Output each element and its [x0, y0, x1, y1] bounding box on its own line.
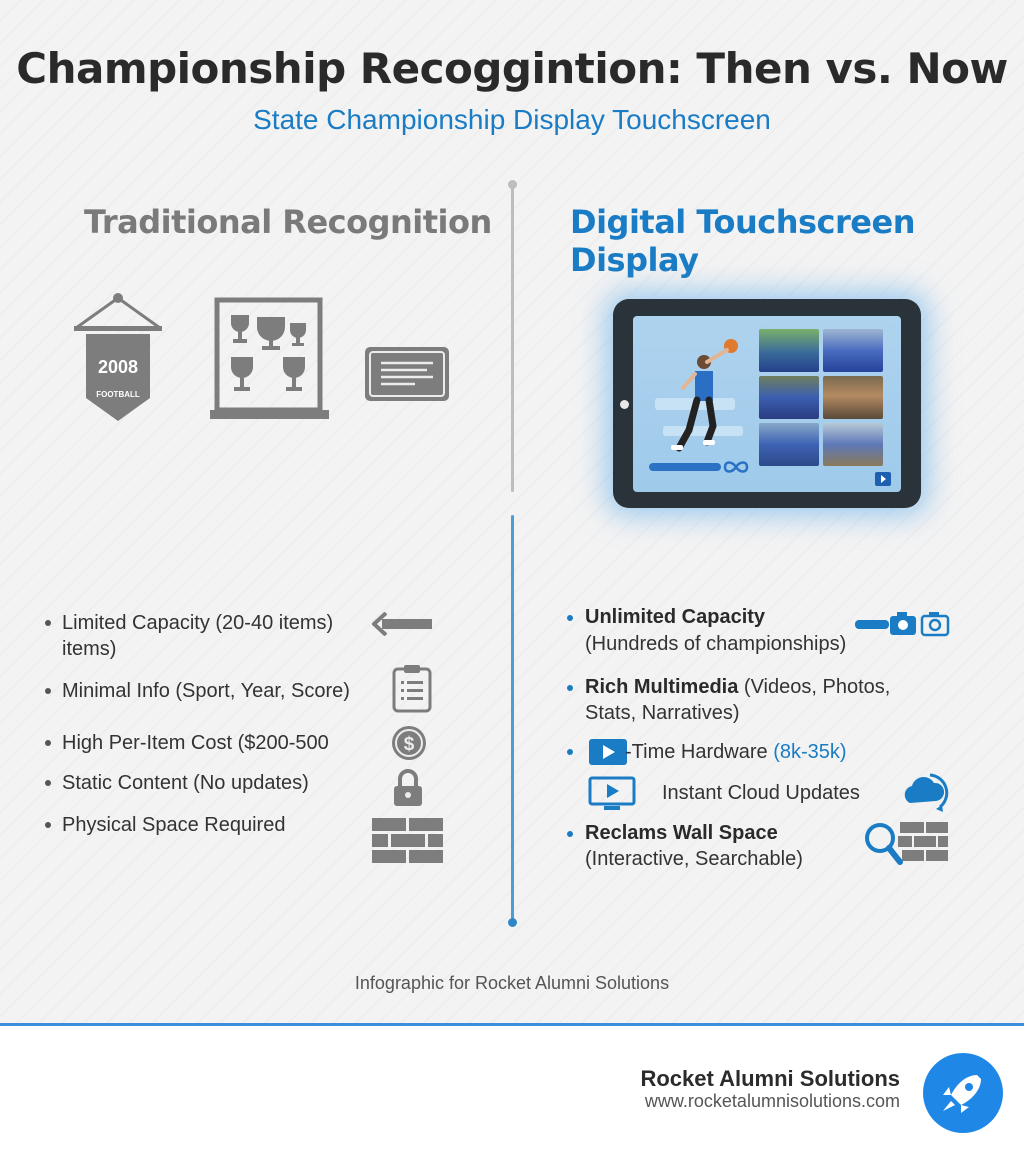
team-photo[interactable] — [823, 423, 883, 466]
tablet-screen — [633, 316, 901, 492]
trophy-case-icon — [209, 297, 330, 422]
page-title: Championship Recoggintion: Then vs. Now — [16, 44, 1008, 93]
brand-name: Rocket Alumni Solutions — [640, 1066, 900, 1091]
page-subtitle: State Championship Display Touchscreen — [253, 104, 771, 135]
list-item-cost: High Per-Item Cost ($200-500 — [62, 732, 329, 754]
tablet-home-button — [620, 400, 629, 409]
play-button-icon — [589, 739, 627, 765]
list-item-hardware — [625, 739, 847, 765]
hardware-label: -Time Hardware — [625, 741, 774, 763]
multimedia-detail: (Videos, Photos, — [738, 676, 891, 698]
plaque-icon — [363, 345, 451, 403]
multimedia-label: Rich Multimedia — [585, 676, 739, 698]
bullet — [567, 685, 573, 691]
list-item-wall-space: Reclams Wall Space — [585, 822, 778, 844]
bullet — [45, 688, 51, 694]
list-item-multimedia — [585, 674, 890, 700]
bullet — [45, 780, 51, 786]
list-item-static: Static Content (No updates) — [62, 772, 309, 794]
svg-text:$: $ — [403, 734, 415, 755]
pennant-banner-icon — [70, 290, 166, 425]
team-photo[interactable] — [823, 376, 883, 419]
divider-top — [511, 184, 514, 492]
team-photo[interactable] — [759, 329, 819, 372]
list-item-info: Minimal Info (Sport, Year, Score) — [62, 680, 350, 702]
divider-bottom-dot — [508, 918, 517, 927]
list-item-unlimited-detail: (Hundreds of championships) — [585, 633, 847, 655]
hardware-price: (8k-35k) — [773, 741, 847, 763]
arrow-left-icon — [372, 612, 432, 636]
brand-url-link[interactable]: www.rocketalumnisolutions.com — [644, 1091, 900, 1111]
lock-icon — [392, 768, 424, 808]
brick-wall-icon — [372, 818, 443, 864]
banner-sport: FOOTBALL — [96, 390, 140, 399]
bullet — [567, 749, 573, 755]
basketball-player-image — [671, 338, 741, 458]
banner-year: 2008 — [97, 357, 139, 377]
cloud-sync-icon — [900, 769, 950, 815]
search-wall-icon — [862, 818, 950, 868]
play-icon[interactable] — [875, 472, 891, 486]
list-item-cloud: Instant Cloud Updates — [662, 782, 860, 804]
list-item-capacity: Limited Capacity (20-40 items) — [62, 612, 334, 634]
monitor-play-icon — [588, 776, 636, 812]
divider-bottom — [511, 515, 514, 920]
list-item-unlimited: Unlimited Capacity — [585, 606, 766, 628]
team-photo[interactable] — [759, 423, 819, 466]
team-photo[interactable] — [759, 376, 819, 419]
team-photo[interactable] — [823, 329, 883, 372]
digital-column-title: Digital Touchscreen Display — [570, 203, 915, 279]
bullet — [567, 615, 573, 621]
bullet — [567, 831, 573, 837]
bullet — [45, 740, 51, 746]
video-progress-bar[interactable] — [649, 463, 721, 471]
clipboard-icon — [391, 663, 433, 714]
infinity-icon — [723, 460, 749, 474]
list-item-multimedia-wrap: Stats, Narratives) — [585, 702, 740, 724]
rocket-logo-icon[interactable] — [923, 1053, 1003, 1133]
bullet — [45, 822, 51, 828]
bullet — [45, 620, 51, 626]
touchscreen-tablet — [613, 299, 921, 508]
camera-icon — [855, 611, 950, 637]
list-item-capacity-wrap: items) — [62, 638, 117, 660]
list-item-space: Physical Space Required — [62, 814, 286, 836]
dollar-coin-icon — [390, 724, 428, 762]
infographic-credit: Infographic for Rocket Alumni Solutions — [354, 973, 670, 993]
list-item-wall-space-detail: (Interactive, Searchable) — [585, 848, 803, 870]
traditional-column-title: Traditional Recognition — [84, 203, 492, 241]
